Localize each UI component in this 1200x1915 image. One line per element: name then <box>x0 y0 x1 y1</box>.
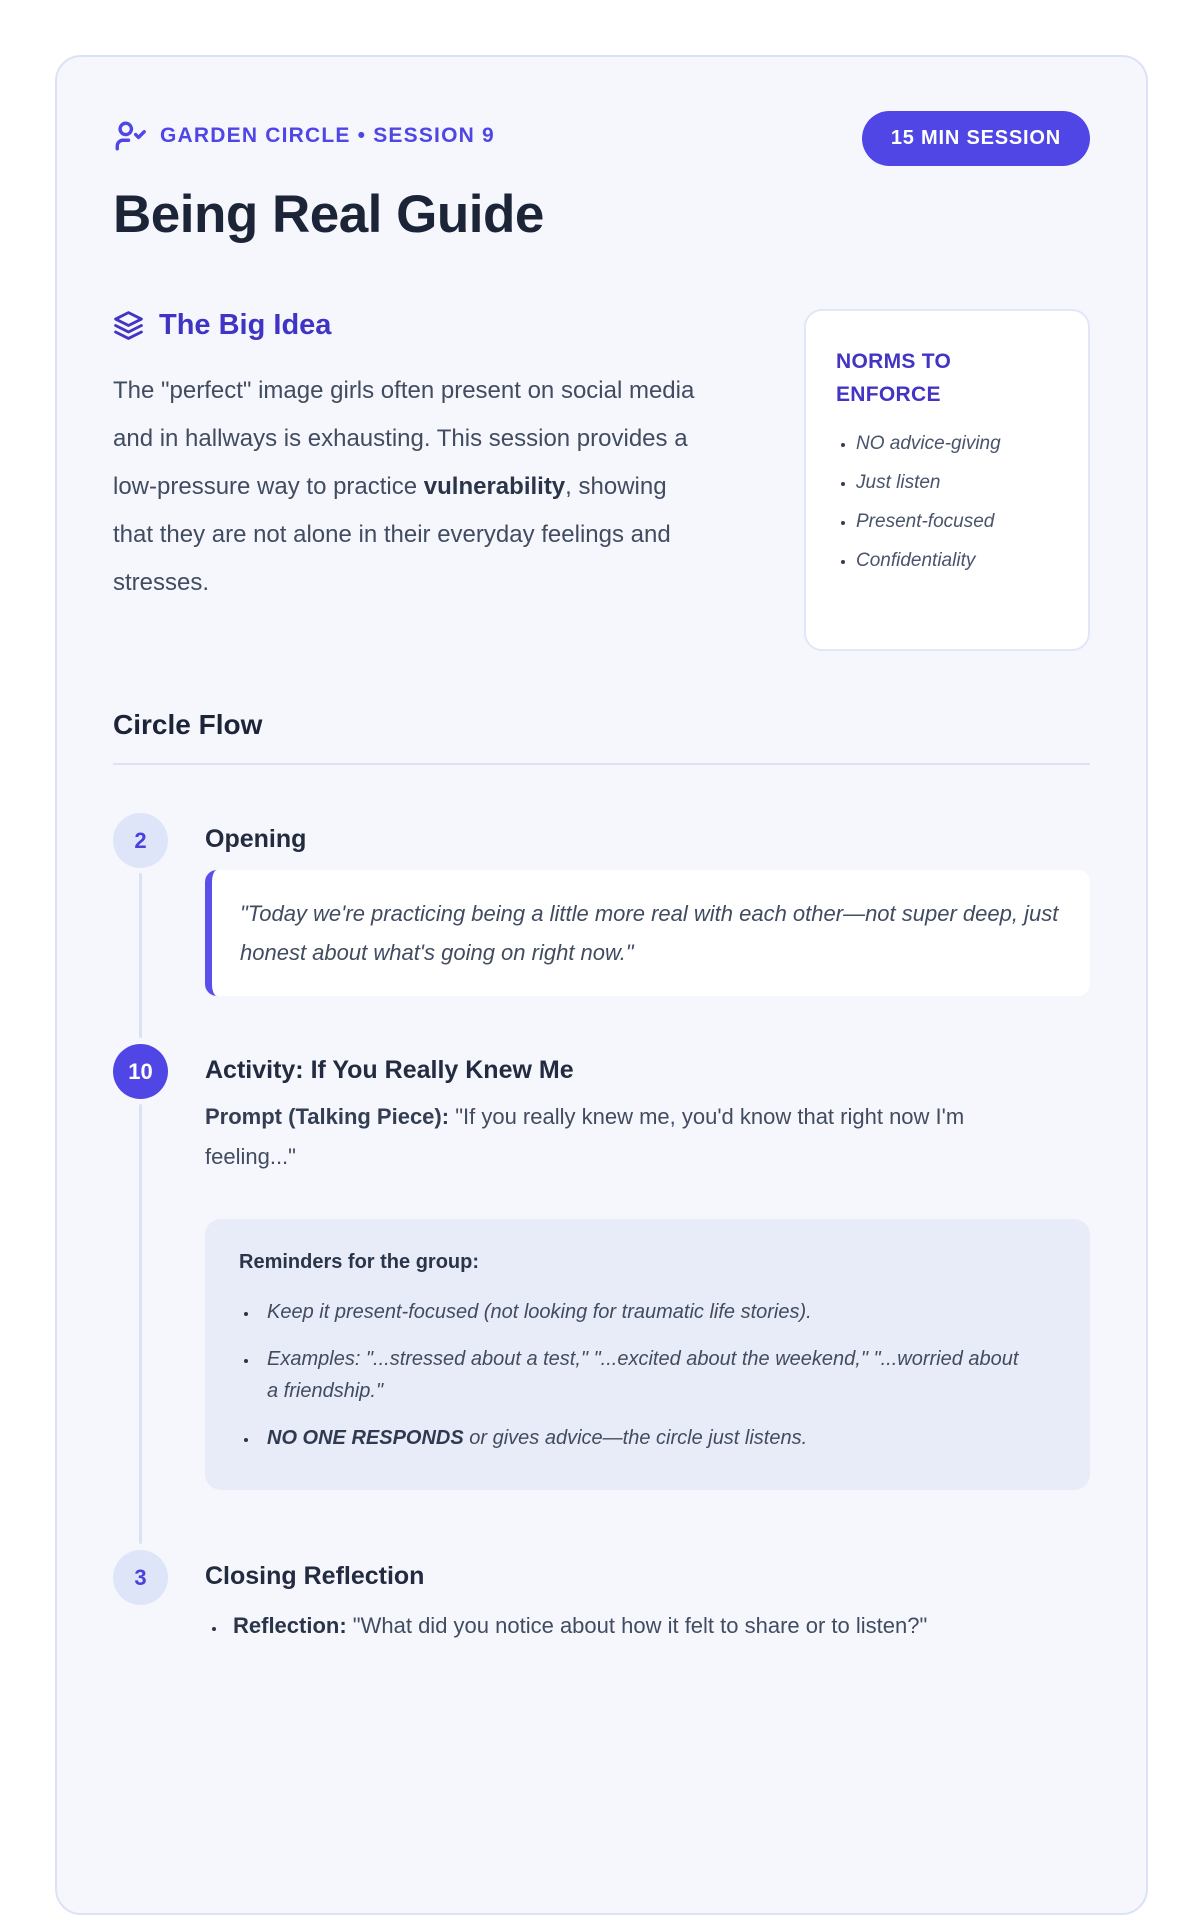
reflection-label: Reflection: <box>233 1613 347 1638</box>
step-title: Opening <box>205 825 307 853</box>
big-idea-paragraph <box>113 367 713 607</box>
big-idea-column <box>113 309 756 607</box>
circle-flow-heading: Circle Flow <box>113 709 263 740</box>
reminders-list <box>239 1296 1056 1454</box>
step-title: Activity: If You Really Knew Me <box>205 1056 574 1084</box>
reminders-item-bold: NO ONE RESPONDS <box>267 1427 464 1449</box>
reminders-item-text: or gives advice—the circle just listens. <box>463 1427 808 1449</box>
big-idea-text-bold: vulnerability <box>423 473 566 500</box>
eyebrow-label: GARDEN CIRCLE • SESSION 9 <box>160 124 495 147</box>
norms-item: • Present-focused <box>856 509 1058 534</box>
reminders-title: Reminders for the group: <box>239 1251 480 1273</box>
reflection-text: "What did you notice about how it felt to share or to listen?" <box>346 1613 928 1638</box>
step-title: Closing Reflection <box>205 1562 425 1590</box>
norms-list <box>836 431 1058 573</box>
timeline-connector <box>139 873 142 1038</box>
reminders-item: • Examples: "...stressed about a test," "...excited about the weekend," "...worried about a friendship." <box>259 1343 1019 1407</box>
closing-reflection-item <box>227 1605 1047 1646</box>
prompt-label: Prompt (Talking Piece): <box>205 1104 450 1129</box>
user-check-icon <box>113 119 147 153</box>
big-idea-text-post: , showing that they are not alone in their everyday feelings and stresses. <box>113 473 671 596</box>
big-idea-heading-text: The Big Idea <box>159 309 332 341</box>
step-number-badge: 10 <box>113 1044 168 1099</box>
closing-list <box>205 1605 1090 1646</box>
session-duration-badge: 15 MIN SESSION <box>862 111 1090 166</box>
reminders-box <box>205 1219 1090 1490</box>
header <box>113 111 1090 166</box>
norms-item: • NO advice-giving <box>856 431 1058 456</box>
step-number-badge: 2 <box>113 813 168 868</box>
step-number-badge: 3 <box>113 1550 168 1605</box>
prompt-text: "If you really knew me, you'd know that right now I'm feeling..." <box>205 1104 965 1169</box>
norms-item: • Confidentiality <box>856 548 1058 573</box>
session-guide-card <box>55 55 1148 1915</box>
big-idea-heading <box>113 309 756 342</box>
step-closing <box>113 1550 1090 1646</box>
opening-quote-card <box>205 870 1090 996</box>
eyebrow <box>113 119 495 153</box>
step-opening <box>113 813 1090 1044</box>
norms-card <box>804 309 1090 651</box>
circle-flow-divider <box>113 763 1090 765</box>
layers-icon <box>113 310 144 341</box>
page-title: Being Real Guide <box>113 185 544 244</box>
step-activity <box>113 1044 1090 1550</box>
norms-item: • Just listen <box>856 470 1058 495</box>
opening-quote-text: "Today we're practicing being a little more real with each other—not super deep, just honest about what's going on right now." <box>240 901 1059 965</box>
reminders-item: • Keep it present-focused (not looking for traumatic life stories). <box>259 1296 1019 1328</box>
timeline-connector <box>139 1104 142 1544</box>
big-idea-text-pre: The "perfect" image girls often present on social media and in hallways is exhausting. This session provides a low-pressure way to practice <box>113 377 695 500</box>
big-idea-section <box>113 309 1090 651</box>
norms-title: NORMS TO ENFORCE <box>836 350 952 406</box>
reminders-item <box>259 1422 1019 1454</box>
activity-prompt <box>205 1097 1045 1177</box>
circle-flow-timeline <box>113 813 1090 1646</box>
